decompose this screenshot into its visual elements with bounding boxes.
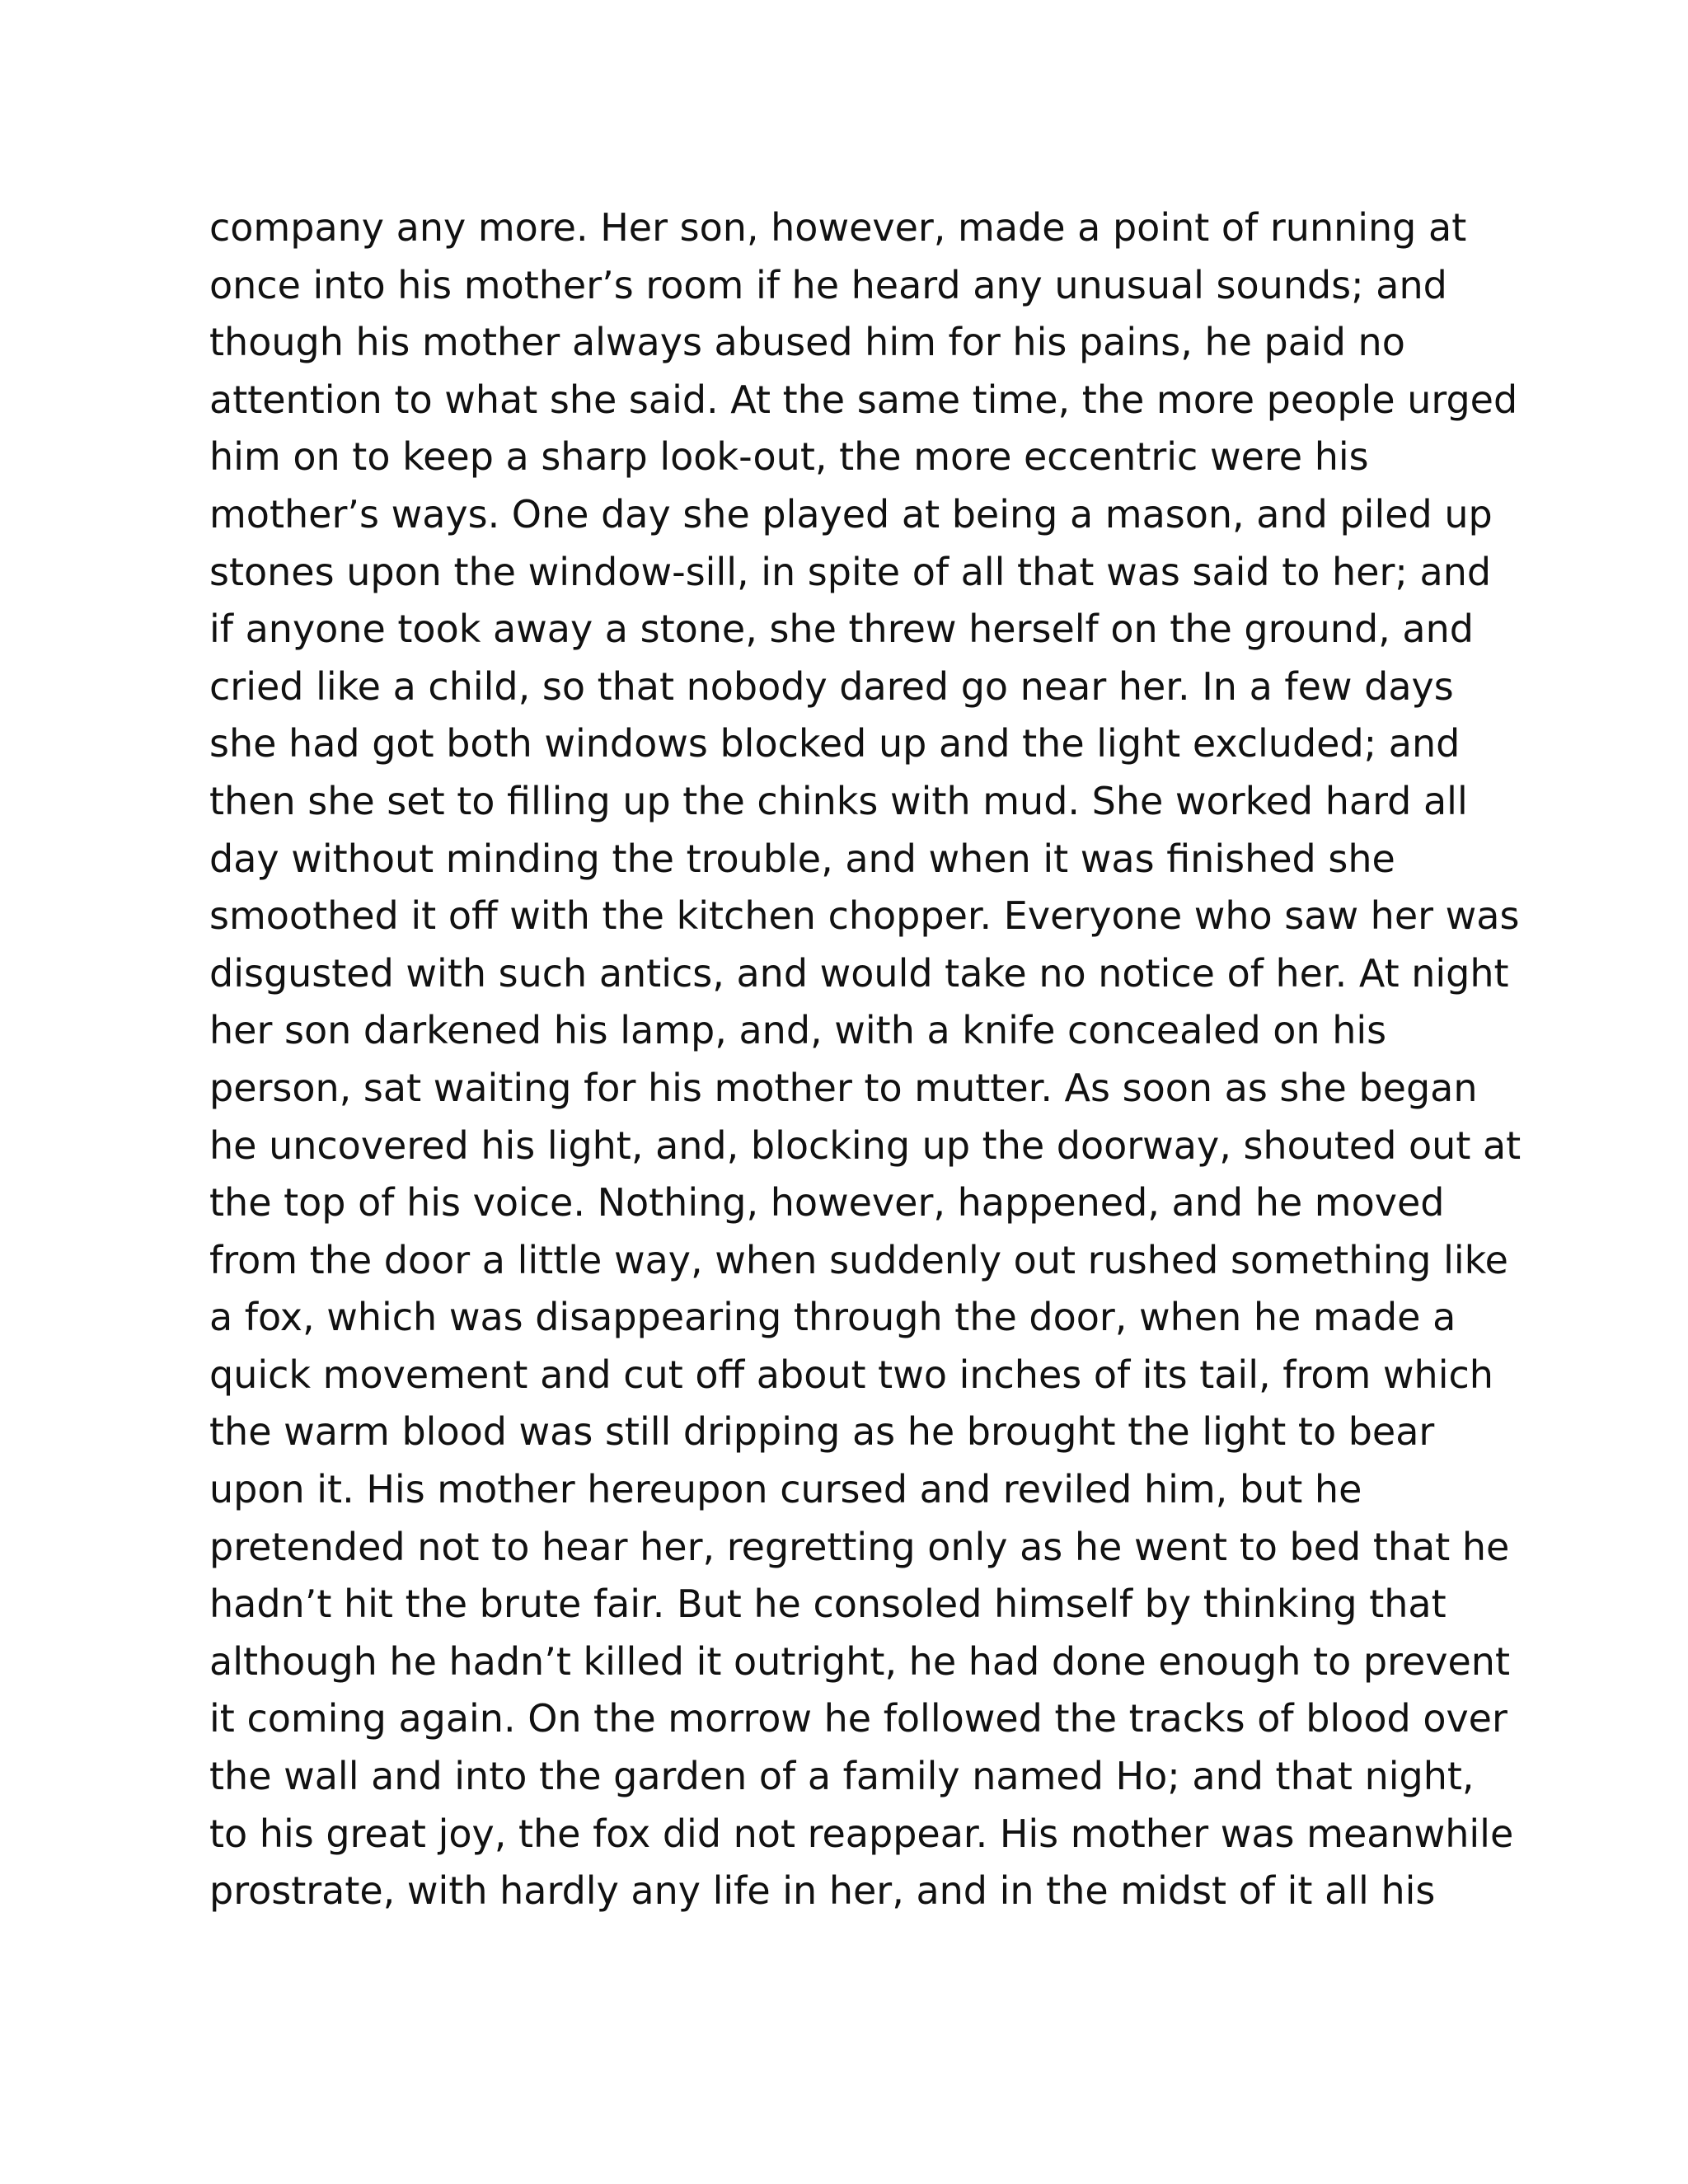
text-line: company any more. Her son, however, made a point of running at xyxy=(209,205,1467,250)
text-line: mother’s ways. One day she played at being a mason, and piled up xyxy=(209,491,1493,537)
text-line: prostrate, with hardly any life in her, and in the midst of it all his xyxy=(209,1868,1436,1914)
text-line: quick movement and cut off about two inches of its tail, from which xyxy=(209,1352,1493,1397)
text-line: she had got both windows blocked up and the light excluded; and xyxy=(209,721,1461,766)
text-line: the top of his voice. Nothing, however, happened, and he moved xyxy=(209,1180,1445,1226)
text-line: him on to keep a sharp look-out, the more eccentric were his xyxy=(209,434,1369,480)
text-line: person, sat waiting for his mother to mutter. As soon as she began xyxy=(209,1065,1478,1110)
text-line: smoothed it off with the kitchen chopper. Everyone who saw her was xyxy=(209,893,1520,939)
text-line: although he hadn’t killed it outright, he had done enough to prevent xyxy=(209,1638,1510,1684)
body-text xyxy=(209,199,1528,1920)
text-line: her son darkened his lamp, and, with a knife concealed on his xyxy=(209,1008,1387,1053)
text-line: once into his mother’s room if he heard any unusual sounds; and xyxy=(209,262,1447,307)
text-line: the warm blood was still dripping as he brought the light to bear xyxy=(209,1409,1435,1455)
text-line: though his mother always abused him for his pains, he paid no xyxy=(209,320,1405,365)
text-line: attention to what she said. At the same time, the more people urged xyxy=(209,377,1518,422)
text-line: he uncovered his light, and, blocking up the doorway, shouted out at xyxy=(209,1122,1522,1168)
text-line: to his great joy, the fox did not reappear. His mother was meanwhile xyxy=(209,1811,1514,1856)
text-line: a fox, which was disappearing through the door, when he made a xyxy=(209,1295,1456,1340)
text-line: pretended not to hear her, regretting only as he went to bed that he xyxy=(209,1524,1510,1569)
text-line: cried like a child, so that nobody dared go near her. In a few days xyxy=(209,663,1454,709)
text-line: disgusted with such antics, and would take no notice of her. At night xyxy=(209,950,1509,996)
text-line: the wall and into the garden of a family named Ho; and that night, xyxy=(209,1754,1475,1799)
text-line: upon it. His mother hereupon cursed and reviled him, but he xyxy=(209,1467,1362,1512)
text-line: then she set to filling up the chinks with mud. She worked hard all xyxy=(209,778,1468,823)
text-line: day without minding the trouble, and when it was finished she xyxy=(209,836,1395,881)
text-line: it coming again. On the morrow he followed the tracks of blood over xyxy=(209,1696,1507,1741)
text-line: hadn’t hit the brute fair. But he consoled himself by thinking that xyxy=(209,1582,1447,1627)
text-line: stones upon the window-sill, in spite of all that was said to her; and xyxy=(209,549,1492,594)
text-line: from the door a little way, when suddenly out rushed something like xyxy=(209,1237,1508,1282)
text-line: if anyone took away a stone, she threw herself on the ground, and xyxy=(209,607,1474,652)
